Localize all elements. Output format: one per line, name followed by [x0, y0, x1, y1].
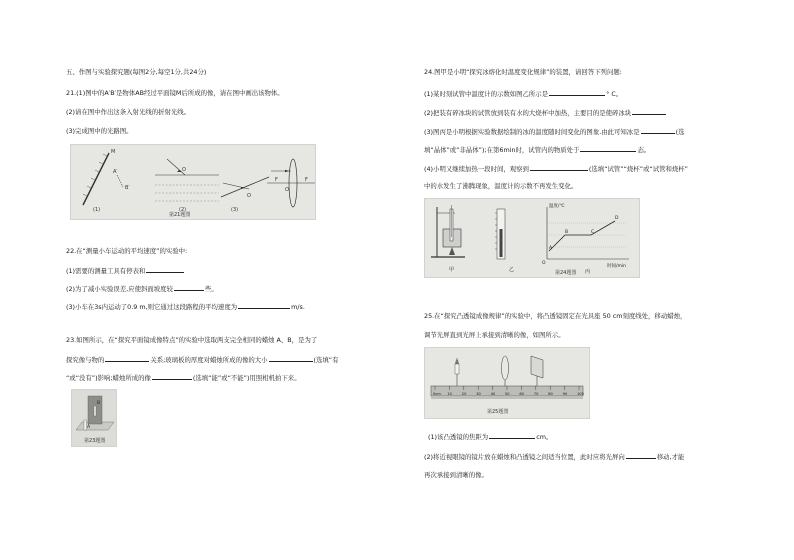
q23-blank-1[interactable] [105, 355, 149, 362]
q23-blank-3[interactable] [152, 373, 192, 380]
q22-line-2-text: (1)需要的测量工具有停表和 [66, 267, 146, 275]
label-bing: 丙 [585, 269, 591, 275]
q24-line-6-text: (4)小明又继续加热一段时间，观察到 [424, 165, 529, 173]
q22-line-2 [66, 266, 185, 275]
q24-line-2-text: (1)某时刻试管中温度计的示数如图乙所示是 [424, 90, 549, 98]
q23-line-3-end: (选填“能”或“不能”)用照相机拍下来。 [192, 374, 301, 382]
bench-tick-label: 70 [533, 392, 539, 396]
q24-blank-1[interactable] [549, 89, 605, 96]
label-p1: (1) [93, 207, 101, 213]
q24-line-5 [424, 145, 650, 154]
label-a: A [87, 425, 91, 430]
graph-label-d: D [615, 216, 619, 221]
burner-flame [449, 247, 455, 255]
label-b-prime: B′ [125, 185, 130, 191]
bench-tick-label: 50 [505, 392, 510, 396]
bench-tick-label: 90 [562, 392, 568, 396]
q24-line-4-end: (选 [675, 128, 685, 136]
q21-line-3: (3)完成图中的光路图。 [66, 127, 133, 135]
figure-24 [424, 198, 640, 278]
label-p2: (2) [179, 207, 187, 213]
candle-b [94, 406, 96, 416]
label-jia: 甲 [449, 267, 455, 273]
q24-line-3-text: (2)把装有碎冰块的试管放到装有水的大烧杯中加热，主要目的是使碎冰块 [424, 109, 632, 117]
q23-line-2-end: (选填“有 [313, 356, 339, 364]
q24-line-2 [424, 89, 622, 98]
q25-line-1: 25.在“探究凸透镜成像规律”的实验中，将凸透镜固定在光具座 50 cm刻度线处，移动蜡烛， [424, 312, 687, 320]
bench-tick-label: 0cm [433, 392, 441, 396]
bench-tick-label: 60 [519, 392, 524, 396]
incident-ray-3 [223, 183, 249, 189]
q21-line-2: (2)请在图中作出这条入射光线的折射光线。 [66, 108, 191, 116]
q25-line-5: 再次承接到清晰的像。 [424, 471, 488, 479]
label-a-prime: A′ [113, 169, 118, 175]
graph-label-c: C [591, 230, 595, 235]
q21-line-1: 21.(1)图中的A′B′是物体AB经过平面镜M后所成的像，请在图中画出该物体。 [66, 89, 284, 97]
q25-line-3 [428, 432, 552, 441]
q25-line-4-text: (2)将近视眼镜的镜片放在蜡烛和凸透镜之间适当位置，此时应将光屏向 [424, 453, 625, 461]
light-screen [531, 356, 543, 378]
label-o1: O [182, 167, 186, 173]
candle [455, 364, 459, 374]
graph-origin: O [542, 261, 546, 266]
q23-line-1: 23.如图所示，在“探究平面镜成像特点”的实验中选取两支完全相同的蜡烛 A、B，是为了 [66, 336, 318, 344]
q24-blank-5[interactable] [530, 164, 588, 171]
q24-line-6 [424, 164, 688, 173]
q22-line-3-end: 些。 [204, 285, 218, 293]
figure-21-drawing [71, 145, 315, 219]
q24-line-4-text: (3)图丙是小明根据实验数据绘制的冰的温度随时间变化的图象.由此可知冰是 [424, 128, 640, 136]
label-o3: O [285, 187, 289, 193]
label-f2: F [305, 177, 308, 183]
bench-tick-label: 100 [577, 392, 584, 396]
q24-blank-2[interactable] [632, 108, 666, 115]
image-a-b [117, 175, 123, 187]
q24-line-2-end: ° C。 [606, 90, 623, 98]
q22-line-3-text: (2)为了减小实验误差,应使斜面坡度较 [66, 285, 173, 293]
graph-label-b: B [565, 230, 569, 235]
q25-line-4-end: 移动,才能 [656, 453, 685, 461]
lens [502, 356, 509, 380]
label-f1: F [275, 177, 278, 183]
q22-line-3 [66, 284, 218, 293]
q24-line-6-end: (选填“试管”“烧杯”或“试管和烧杯” [588, 165, 688, 173]
candle-flame [455, 359, 459, 364]
figure-23-caption: 第23题图 [84, 438, 106, 444]
figure-25 [424, 347, 590, 419]
label-b: B [97, 401, 101, 406]
q23-line-3-text: “或“没有”)影响;蜡烛所成的像 [66, 374, 151, 382]
label-yi: 乙 [509, 267, 515, 273]
graph-curve [549, 221, 615, 251]
q22-blank-1[interactable] [146, 266, 184, 273]
q22-line-4-end: m/s. [291, 303, 305, 311]
bench-tick-label: 80 [548, 392, 553, 396]
q23-blank-2[interactable] [269, 355, 313, 362]
q23-line-3 [66, 373, 301, 382]
q25-line-2: 调节光屏直到光屏上承接到清晰的像，如图所示。 [424, 331, 565, 339]
bench-tick-label: 40 [490, 392, 496, 396]
q22-line-1: 22.在“测量小车运动的平均速度”的实验中: [66, 247, 188, 255]
figure-21-caption: 第21题图 [169, 212, 191, 218]
graph-label-a: A [549, 246, 553, 251]
figure-24-drawing [425, 199, 639, 277]
bench-tick-label: 30 [476, 392, 481, 396]
bench-tick-label: 20 [461, 392, 467, 396]
q25-blank-1[interactable] [489, 432, 535, 439]
q24-line-5-text: 填“晶体”或“非晶体”);在第6min时，试管内的物质处于 [424, 146, 580, 154]
q24-line-4 [424, 127, 684, 136]
section-title: 五、作图与实验探究题(每图2分,每空1分,共24分) [66, 68, 207, 76]
mirror-m [83, 153, 109, 205]
q22-blank-3[interactable] [238, 302, 290, 309]
q24-line-5-end: 态。 [637, 146, 651, 154]
q25-blank-2[interactable] [626, 452, 656, 459]
mirror-3 [221, 177, 269, 197]
q23-line-2-text: 探究像与物的 [66, 356, 105, 364]
q24-line-7: 中的水发生了沸腾现象，温度计的示数不再发生变化。 [424, 182, 578, 190]
label-m: M [111, 149, 116, 155]
figure-25-caption: 第25题图 [487, 409, 509, 415]
q25-line-3-end: cm。 [536, 433, 553, 441]
bench-tick-label: 10 [447, 392, 452, 396]
q22-line-4 [66, 302, 305, 311]
q25-line-3-text: (1)该凸透镜的焦距为 [428, 433, 489, 441]
q24-blank-4[interactable] [580, 145, 636, 152]
q22-line-4-text: (3)小车在3s内运动了0.9 m,则它通过这段路程的平均速度为 [66, 303, 238, 311]
label-o2: O [247, 193, 251, 199]
q22-blank-2[interactable] [174, 284, 204, 291]
figure-24-caption: 第24题图 [555, 270, 577, 276]
q23-line-2 [66, 355, 339, 364]
figure-21 [70, 144, 316, 220]
q24-line-1: 24.图甲是小明“探究冰熔化时温度变化规律”的装置，请回答下列问题: [424, 68, 622, 76]
q24-line-3 [424, 108, 667, 117]
figure-23 [71, 389, 117, 447]
graph-xlabel: 时间/min [607, 264, 627, 269]
q24-blank-3[interactable] [641, 127, 675, 134]
graph-ylabel: 温度/℃ [549, 204, 565, 209]
q25-line-4 [424, 452, 684, 461]
label-p3: (3) [231, 207, 239, 213]
q23-line-2-mid: 关系;玻璃板的厚度对蜡烛所成的像的大小 [150, 356, 268, 364]
